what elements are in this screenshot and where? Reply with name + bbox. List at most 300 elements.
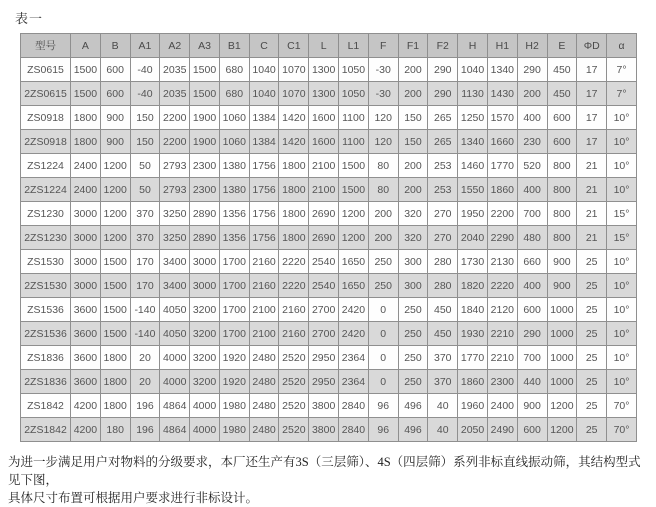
table-cell: 200 (398, 82, 428, 106)
table-cell: 2220 (279, 274, 309, 298)
table-cell: 1840 (458, 298, 488, 322)
model-cell: 2ZS1230 (21, 226, 71, 250)
table-cell: 800 (547, 226, 577, 250)
table-cell: 280 (428, 274, 458, 298)
table-cell: 3600 (71, 346, 101, 370)
table-cell: 2100 (249, 298, 279, 322)
table-cell: 1100 (339, 130, 369, 154)
table-cell: 1756 (249, 202, 279, 226)
table-cell: 2520 (279, 394, 309, 418)
table-cell: 1920 (219, 346, 249, 370)
model-cell: ZS0615 (21, 58, 71, 82)
table-cell: 1700 (219, 298, 249, 322)
table-cell: 10° (607, 250, 637, 274)
table-cell: 1770 (458, 346, 488, 370)
table-cell: 1960 (458, 394, 488, 418)
table-cell: 2364 (339, 370, 369, 394)
table-cell: 1200 (547, 418, 577, 442)
model-cell: ZS1224 (21, 154, 71, 178)
table-cell: 2540 (309, 250, 339, 274)
table-body (21, 58, 637, 442)
table-cell: 2364 (339, 346, 369, 370)
table-cell: 1570 (487, 106, 517, 130)
table-cell: 1500 (339, 178, 369, 202)
table-cell: 250 (398, 370, 428, 394)
table-cell: 1130 (458, 82, 488, 106)
column-header-H: H (458, 34, 488, 58)
table-cell: 1950 (458, 202, 488, 226)
table-cell: 1000 (547, 298, 577, 322)
table-cell: 270 (428, 202, 458, 226)
table-cell: 2950 (309, 346, 339, 370)
table-cell: 17 (577, 106, 607, 130)
table-cell: 1500 (100, 322, 130, 346)
table-cell: 3600 (71, 322, 101, 346)
column-header-F: F (368, 34, 398, 58)
column-header-A3: A3 (190, 34, 220, 58)
table-cell: 2100 (309, 154, 339, 178)
table-cell: 1500 (190, 82, 220, 106)
table-cell: 1800 (71, 130, 101, 154)
table-cell: 290 (428, 58, 458, 82)
table-cell: 700 (517, 346, 547, 370)
table-cell: 80 (368, 178, 398, 202)
table-cell: 3400 (160, 274, 190, 298)
column-header-E: E (547, 34, 577, 58)
table-cell: 1500 (100, 274, 130, 298)
table-cell: 2700 (309, 322, 339, 346)
table-cell: 2400 (487, 394, 517, 418)
table-cell: 300 (398, 250, 428, 274)
table-cell: 0 (368, 298, 398, 322)
table-cell: 370 (130, 226, 160, 250)
table-cell: 25 (577, 250, 607, 274)
table-cell: 2200 (160, 106, 190, 130)
table-cell: 2490 (487, 418, 517, 442)
table-cell: 1800 (71, 106, 101, 130)
table-cell: 1650 (339, 250, 369, 274)
table-cell: 2160 (249, 250, 279, 274)
table-cell: 196 (130, 394, 160, 418)
table-cell: 1800 (100, 394, 130, 418)
table-cell: 680 (219, 82, 249, 106)
table-cell: 1700 (219, 250, 249, 274)
table-cell: 1860 (458, 370, 488, 394)
table-cell: 200 (368, 202, 398, 226)
table-cell: 1500 (71, 82, 101, 106)
table-row (21, 418, 637, 442)
table-cell: 10° (607, 346, 637, 370)
table-cell: 3200 (190, 322, 220, 346)
table-cell: 10° (607, 274, 637, 298)
table-cell: 1340 (458, 130, 488, 154)
table-cell: 600 (100, 58, 130, 82)
table-cell: 1200 (100, 178, 130, 202)
table-cell: 1060 (219, 130, 249, 154)
table-cell: 200 (368, 226, 398, 250)
table-cell: 200 (517, 82, 547, 106)
table-cell: 4000 (190, 394, 220, 418)
table-cell: 1800 (279, 154, 309, 178)
table-cell: 1500 (71, 58, 101, 82)
table-cell: 1380 (219, 178, 249, 202)
table-cell: 3600 (71, 298, 101, 322)
table-cell: 3000 (190, 274, 220, 298)
table-cell: 2160 (279, 322, 309, 346)
spec-table (20, 33, 637, 442)
table-row (21, 370, 637, 394)
table-cell: 1800 (279, 226, 309, 250)
table-cell: 150 (398, 130, 428, 154)
table-cell: 2840 (339, 394, 369, 418)
column-header-C1: C1 (279, 34, 309, 58)
table-cell: 25 (577, 298, 607, 322)
table-cell: 3000 (71, 202, 101, 226)
table-cell: 2420 (339, 322, 369, 346)
table-cell: 2100 (249, 322, 279, 346)
table-cell: 1300 (309, 82, 339, 106)
table-cell: 1380 (219, 154, 249, 178)
table-cell: 1460 (458, 154, 488, 178)
table-cell: 1930 (458, 322, 488, 346)
table-cell: 2035 (160, 82, 190, 106)
model-cell: 2ZS1842 (21, 418, 71, 442)
table-cell: 170 (130, 250, 160, 274)
table-cell: 96 (368, 394, 398, 418)
table-cell: 10° (607, 154, 637, 178)
model-cell: ZS0918 (21, 106, 71, 130)
table-cell: 40 (428, 394, 458, 418)
table-cell: 25 (577, 274, 607, 298)
table-cell: 4050 (160, 298, 190, 322)
table-cell: 320 (398, 226, 428, 250)
table-cell: 20 (130, 370, 160, 394)
table-cell: 320 (398, 202, 428, 226)
table-row (21, 322, 637, 346)
table-cell: 400 (517, 178, 547, 202)
model-cell: ZS1842 (21, 394, 71, 418)
column-header-F2: F2 (428, 34, 458, 58)
table-cell: 1200 (100, 154, 130, 178)
table-cell: 1050 (339, 58, 369, 82)
table-cell: 1900 (190, 106, 220, 130)
table-cell: 480 (517, 226, 547, 250)
column-header-A2: A2 (160, 34, 190, 58)
table-cell: 4000 (190, 418, 220, 442)
table-cell: 1980 (219, 394, 249, 418)
model-cell: 2ZS1530 (21, 274, 71, 298)
table-row (21, 274, 637, 298)
table-cell: 1300 (309, 58, 339, 82)
table-row (21, 250, 637, 274)
table-cell: 150 (130, 106, 160, 130)
table-cell: 253 (428, 154, 458, 178)
table-cell: 600 (547, 106, 577, 130)
table-cell: 2480 (249, 394, 279, 418)
table-cell: 1100 (339, 106, 369, 130)
table-cell: 1430 (487, 82, 517, 106)
table-cell: 2690 (309, 226, 339, 250)
table-cell: 2840 (339, 418, 369, 442)
table-row (21, 154, 637, 178)
table-cell: 1384 (249, 106, 279, 130)
table-cell: 660 (517, 250, 547, 274)
table-cell: 196 (130, 418, 160, 442)
table-cell: 1756 (249, 226, 279, 250)
table-cell: 4200 (71, 394, 101, 418)
table-cell: 21 (577, 178, 607, 202)
table-cell: 280 (428, 250, 458, 274)
table-cell: 3250 (160, 202, 190, 226)
table-cell: 1200 (547, 394, 577, 418)
table-cell: 2700 (309, 298, 339, 322)
table-row (21, 58, 637, 82)
table-cell: 253 (428, 178, 458, 202)
table-cell: 25 (577, 346, 607, 370)
table-cell: 150 (398, 106, 428, 130)
table-cell: 290 (428, 82, 458, 106)
table-row (21, 226, 637, 250)
table-cell: 1500 (100, 298, 130, 322)
footer-note (8, 453, 652, 507)
model-cell: 2ZS1836 (21, 370, 71, 394)
table-cell: 2520 (279, 418, 309, 442)
model-cell: ZS1230 (21, 202, 71, 226)
table-row (21, 130, 637, 154)
table-cell: 4864 (160, 394, 190, 418)
table-cell: 800 (547, 178, 577, 202)
table-cell: 1600 (309, 130, 339, 154)
table-cell: 2200 (487, 202, 517, 226)
table-cell: 2300 (190, 178, 220, 202)
footer-line-1: 为进一步满足用户对物料的分级要求，本厂还生产有3S（三层筛）、4S（四层筛）系列非标直线振动筛，其结构型式见下图， (8, 455, 641, 488)
table-cell: 120 (368, 106, 398, 130)
table-cell: 21 (577, 202, 607, 226)
model-cell: ZS1530 (21, 250, 71, 274)
table-cell: 2210 (487, 346, 517, 370)
column-header-B: B (100, 34, 130, 58)
table-cell: 2100 (309, 178, 339, 202)
column-header-A1: A1 (130, 34, 160, 58)
table-cell: 2480 (249, 370, 279, 394)
table-cell: 2400 (71, 154, 101, 178)
table-cell: 1800 (279, 202, 309, 226)
table-cell: 1356 (219, 226, 249, 250)
table-cell: 1800 (100, 370, 130, 394)
table-cell: 1900 (190, 130, 220, 154)
table-cell: 1420 (279, 106, 309, 130)
table-cell: 2220 (279, 250, 309, 274)
table-cell: 1800 (279, 178, 309, 202)
table-cell: 3000 (71, 250, 101, 274)
table-cell: 40 (428, 418, 458, 442)
table-cell: 1756 (249, 154, 279, 178)
table-cell: -40 (130, 58, 160, 82)
table-cell: 1860 (487, 178, 517, 202)
table-cell: 200 (398, 178, 428, 202)
table-cell: 10° (607, 322, 637, 346)
table-cell: 700 (517, 202, 547, 226)
table-cell: 1500 (100, 250, 130, 274)
table-cell: 496 (398, 394, 428, 418)
table-cell: 50 (130, 178, 160, 202)
table-cell: 290 (517, 322, 547, 346)
table-cell: 15° (607, 202, 637, 226)
table-cell: 900 (100, 106, 130, 130)
table-cell: 2400 (71, 178, 101, 202)
table-cell: 1200 (100, 226, 130, 250)
table-cell: 1756 (249, 178, 279, 202)
table-cell: 3250 (160, 226, 190, 250)
table-cell: 2210 (487, 322, 517, 346)
table-cell: -30 (368, 58, 398, 82)
column-header-B1: B1 (219, 34, 249, 58)
table-cell: 1060 (219, 106, 249, 130)
table-cell: 496 (398, 418, 428, 442)
table-cell: 1820 (458, 274, 488, 298)
table-cell: 900 (547, 274, 577, 298)
table-cell: 2420 (339, 298, 369, 322)
table-cell: 120 (368, 130, 398, 154)
table-cell: 3200 (190, 370, 220, 394)
table-cell: 800 (547, 154, 577, 178)
table-cell: 3200 (190, 298, 220, 322)
table-cell: 2480 (249, 418, 279, 442)
model-cell: 2ZS1536 (21, 322, 71, 346)
table-cell: 2300 (190, 154, 220, 178)
table-cell: 400 (517, 106, 547, 130)
column-header-F1: F1 (398, 34, 428, 58)
table-cell: 520 (517, 154, 547, 178)
table-cell: 25 (577, 418, 607, 442)
table-cell: 440 (517, 370, 547, 394)
table-cell: 3000 (71, 274, 101, 298)
column-header-C: C (249, 34, 279, 58)
table-cell: -30 (368, 82, 398, 106)
table-cell: 265 (428, 130, 458, 154)
table-cell: 2480 (249, 346, 279, 370)
table-cell: 2035 (160, 58, 190, 82)
table-cell: 2300 (487, 370, 517, 394)
table-cell: 21 (577, 154, 607, 178)
header-row (21, 34, 637, 58)
table-cell: 3400 (160, 250, 190, 274)
table-cell: 150 (130, 130, 160, 154)
table-cell: 450 (428, 322, 458, 346)
table-cell: 250 (398, 298, 428, 322)
table-cell: 1770 (487, 154, 517, 178)
table-cell: 1384 (249, 130, 279, 154)
table-cell: 250 (398, 322, 428, 346)
table-cell: 1500 (190, 58, 220, 82)
column-header-ΦD: ΦD (577, 34, 607, 58)
table-cell: 600 (100, 82, 130, 106)
table-cell: 1340 (487, 58, 517, 82)
table-cell: 70° (607, 418, 637, 442)
table-cell: 4050 (160, 322, 190, 346)
table-cell: 300 (398, 274, 428, 298)
table-cell: 250 (368, 250, 398, 274)
table-cell: 370 (428, 346, 458, 370)
table-cell: 2220 (487, 274, 517, 298)
table-cell: 270 (428, 226, 458, 250)
table-cell: 800 (547, 202, 577, 226)
table-cell: 2520 (279, 370, 309, 394)
table-cell: 10° (607, 298, 637, 322)
table-cell: 3800 (309, 394, 339, 418)
table-cell: 1550 (458, 178, 488, 202)
table-cell: 1420 (279, 130, 309, 154)
table-cell: 2040 (458, 226, 488, 250)
table-title: 表一 (15, 11, 44, 26)
table-cell: 450 (547, 58, 577, 82)
table-cell: 1000 (547, 322, 577, 346)
table-cell: 2793 (160, 178, 190, 202)
table-cell: 370 (428, 370, 458, 394)
table-cell: 250 (368, 274, 398, 298)
table-cell: 2890 (190, 202, 220, 226)
table-cell: 200 (398, 58, 428, 82)
table-cell: 15° (607, 226, 637, 250)
table-cell: 20 (130, 346, 160, 370)
table-row (21, 298, 637, 322)
table-cell: 1040 (458, 58, 488, 82)
table-cell: 0 (368, 322, 398, 346)
table-cell: 170 (130, 274, 160, 298)
table-cell: 600 (517, 418, 547, 442)
table-cell: 3800 (309, 418, 339, 442)
table-cell: 3000 (71, 226, 101, 250)
table-cell: 180 (100, 418, 130, 442)
column-header-model: 型号 (21, 34, 71, 58)
table-cell: 3200 (190, 346, 220, 370)
model-cell: 2ZS0615 (21, 82, 71, 106)
table-cell: 250 (398, 346, 428, 370)
table-cell: 1000 (547, 346, 577, 370)
table-cell: 50 (130, 154, 160, 178)
table-cell: 450 (547, 82, 577, 106)
table-cell: 2200 (160, 130, 190, 154)
table-cell: 4864 (160, 418, 190, 442)
table-cell: 1700 (219, 322, 249, 346)
table-cell: 1040 (249, 82, 279, 106)
table-cell: 2160 (249, 274, 279, 298)
table-cell: 600 (517, 298, 547, 322)
footer-line-2: 具体尺寸布置可根据用户要求进行非标设计。 (8, 491, 259, 506)
table-row (21, 346, 637, 370)
table-cell: 2050 (458, 418, 488, 442)
table-head (21, 34, 637, 58)
table-cell: 7° (607, 58, 637, 82)
table-cell: 1050 (339, 82, 369, 106)
table-cell: 900 (517, 394, 547, 418)
table-cell: 25 (577, 394, 607, 418)
table-cell: 1500 (339, 154, 369, 178)
table-cell: 25 (577, 322, 607, 346)
table-cell: 7° (607, 82, 637, 106)
table-cell: 2540 (309, 274, 339, 298)
table-cell: 900 (100, 130, 130, 154)
table-cell: 0 (368, 346, 398, 370)
table-cell: 2950 (309, 370, 339, 394)
table-cell: 10° (607, 130, 637, 154)
model-cell: ZS1836 (21, 346, 71, 370)
model-cell: 2ZS0918 (21, 130, 71, 154)
column-header-H2: H2 (517, 34, 547, 58)
column-header-α: α (607, 34, 637, 58)
table-cell: 17 (577, 58, 607, 82)
table-cell: 10° (607, 370, 637, 394)
